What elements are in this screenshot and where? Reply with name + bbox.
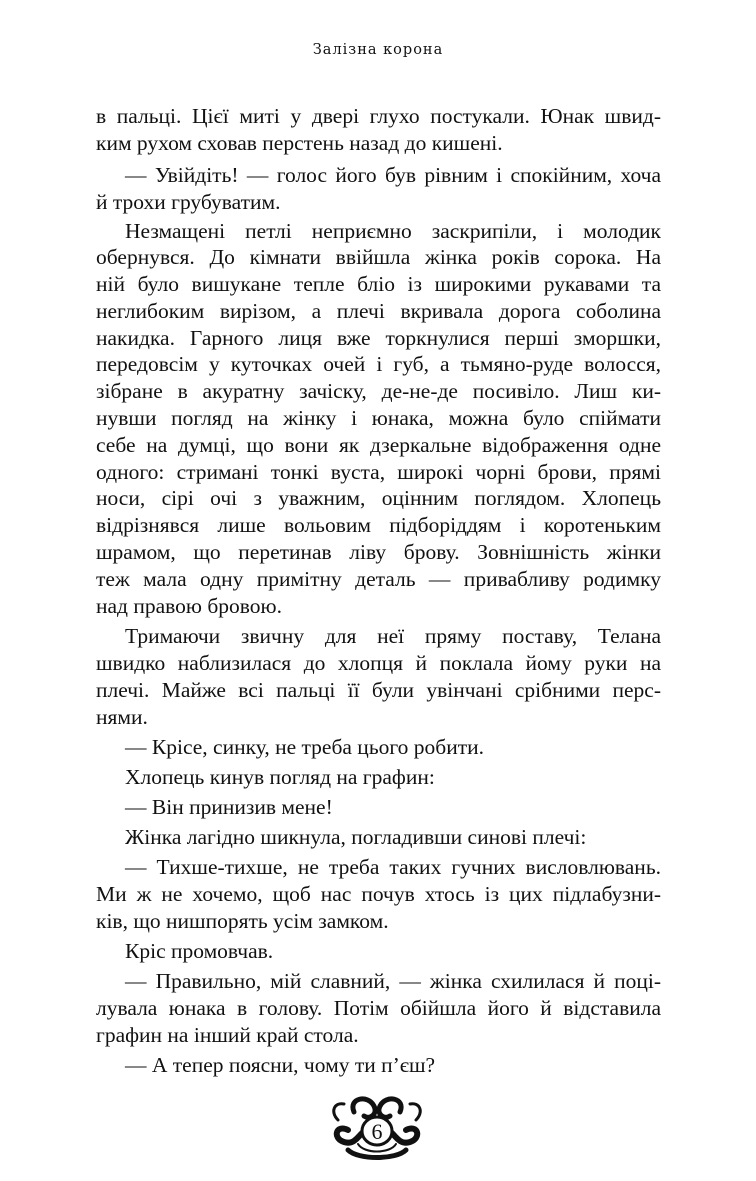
- text-line: Хлопець кинув погляд на графин:: [125, 765, 435, 789]
- text-line: одного: стримані тонкі вуста, широкі чорні брови, прямі: [96, 460, 661, 484]
- text-line: ким рухом сховав перстень назад до кишені.: [96, 131, 503, 155]
- text-line: носи, сірі очі з уважним, оцінним поглядом. Хлопець: [96, 486, 661, 510]
- text-line: над правою бровою.: [96, 594, 282, 618]
- text-line: — Крісе, синку, не треба цього робити.: [125, 735, 485, 759]
- text-line: — Тихше-тихше, не треба таких гучних висловлювань.: [125, 855, 661, 879]
- text-line: ків, що нишпорять усім замком.: [96, 909, 389, 933]
- text-line: графин на інший край стола.: [96, 1023, 359, 1047]
- text-line: накидка. Гарного лиця вже торкнулися перші зморшки,: [96, 326, 661, 350]
- text-line: — Він принизив мене!: [125, 795, 333, 819]
- text-line: ній було вишукане тепле бліо із широкими рукавами та: [96, 272, 661, 296]
- page-number-ornament: [318, 1090, 436, 1164]
- text-line: швидко наблизилася до хлопця й поклала йому руки на: [96, 651, 661, 675]
- text-line: й трохи грубуватим.: [96, 190, 281, 214]
- text-line: в пальці. Цієї миті у двері глухо постукали. Юнак швид-: [96, 104, 661, 128]
- page-number: 6: [371, 1119, 383, 1144]
- text-line: плечі. Майже всі пальці її були увінчані срібними перс-: [96, 678, 661, 702]
- text-line: — А тепер поясни, чому ти п’єш?: [125, 1053, 436, 1077]
- text-line: Жінка лагідно шикнула, погладивши синові плечі:: [125, 825, 587, 849]
- text-line: нями.: [96, 705, 148, 729]
- text-line: Тримаючи звичну для неї пряму поставу, Телана: [125, 624, 661, 648]
- text-line: — Правильно, мій славний, — жінка схилилася й поці-: [125, 969, 661, 993]
- text-line: теж мала одну примітну деталь — привабливу родимку: [96, 567, 661, 591]
- running-header: Залізна корона: [312, 42, 444, 58]
- text-line: Ми ж не хочемо, щоб нас почув хтось із цих підлабузни-: [96, 882, 661, 906]
- text-line: Кріс промовчав.: [125, 939, 274, 963]
- text-line: лувала юнака в голову. Потім обійшла його й відставила: [96, 996, 661, 1020]
- text-line: зібране в акуратну зачіску, де-не-де посивіло. Лиш ки-: [96, 379, 661, 403]
- text-line: відрізнявся лише вольовим підборіддям і коротеньким: [96, 513, 661, 537]
- text-line: — Увійдіть! — голос його був рівним і спокійним, хоча: [125, 163, 661, 187]
- text-line: нувши погляд на жінку і юнака, можна було спіймати: [96, 406, 661, 430]
- text-line: себе на думці, що вони як дзеркальне відображення одне: [96, 433, 661, 457]
- text-line: неглибоким вирізом, а плечі вкривала дорога соболина: [96, 299, 661, 323]
- text-line: шрамом, що перетинав ліву брову. Зовнішність жінки: [96, 540, 661, 564]
- text-line: передовсім у куточках очей і губ, а тьмяно-руде волосся,: [96, 352, 661, 376]
- text-line: Незмащені петлі неприємно заскрипіли, і молодик: [125, 219, 661, 243]
- text-line: обернувся. До кімнати ввійшла жінка років сорока. На: [96, 245, 661, 269]
